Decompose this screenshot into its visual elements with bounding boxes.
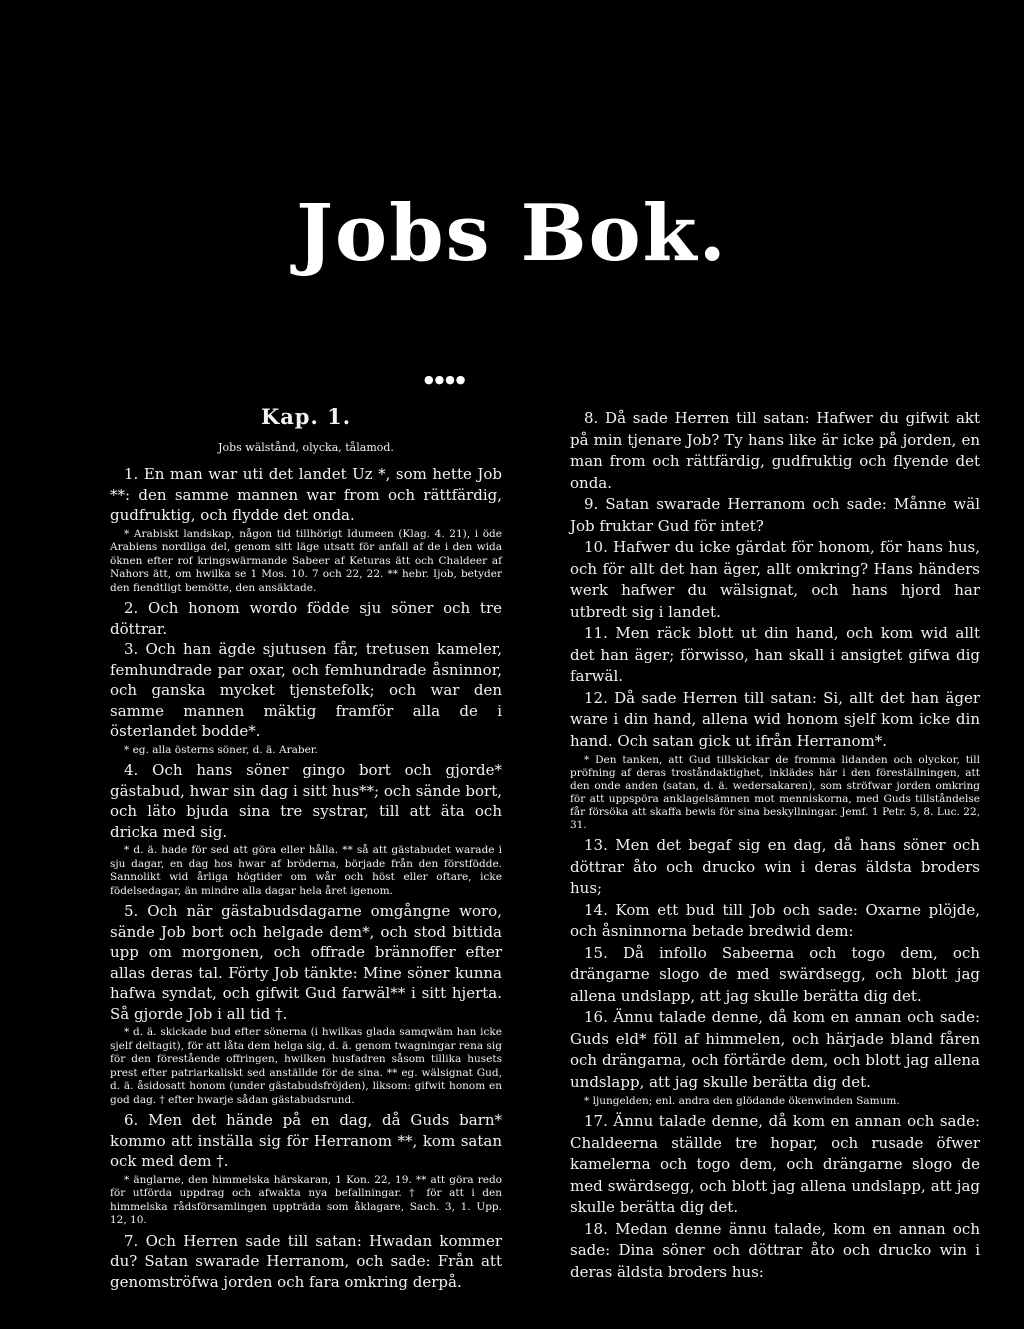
verse: 17. Ännu talade denne, då kom en annan och sade: Chaldeerna ställde tre hopar, och rusade öfwer kamelerna och togo dem, och drängarne slogo de med swärdsegg, och blott jag allena undslapp, att jag skulle berätta dig det. <box>570 1112 980 1216</box>
verse: 5. Och när gästabudsdagarne omgångne woro, sände Job bort och helgade dem*, och stod bittida upp om morgonen, och offrade brännoffer efter allas deras tal. Förty Job tänkte: Mine söner kunna hafwa syndat, och gifwit Gud farwäl** i sitt hjerta. Så gjorde Job i all tid †. <box>110 902 502 1023</box>
footnote: * d. ä. skickade bud efter sönerna (i hwilkas glada samqwäm han icke sjelf deltagit), för att låta dem helga sig, d. ä. genom twagningar rena sig för den förestående offringen, hwilken husfadren såsom tillika husets prest efter patriarkaliskt sed anställde för de sina. ** eg. wälsignat Gud, d. ä. åsidosatt honom (under gästabudsfröjden), liksom: gifwit honom en god dag. † efter hwarje sådan gästabudsrund. <box>110 1026 502 1106</box>
verse: 9. Satan swarade Herranom och sade: Månne wäl Job fruktar Gud för intet? <box>570 495 980 535</box>
footnote: * ljungelden; enl. andra den glödande ökenwinden Samum. <box>584 1095 900 1107</box>
chapter-summary: Jobs wälstånd, olycka, tålamod. <box>218 441 394 454</box>
ornament: ●●●● <box>424 373 467 386</box>
verse: 6. Men det hände på en dag, då Guds barn* kommo att inställa sig för Herranom **, kom satan ock med dem †. <box>110 1111 502 1170</box>
verse: 4. Och hans söner gingo bort och gjorde* gästabud, hwar sin dag i sitt hus**; och sände bort, och läto bjuda sina tre systrar, till att äta och dricka med sig. <box>110 761 502 841</box>
chapter-heading: Kap. 1. <box>260 404 352 429</box>
footnote: * d. ä. hade för sed att göra eller hålla. ** så att gästabudet warade i sju dagar, en dag hos hwar af bröderna, började från den förstfödde. Sannolikt wid årliga högtider om wår och höst eller oftare, icke födelsedagar, än mindre alla dagar hela året igenom. <box>110 844 502 897</box>
footnote: * Den tanken, att Gud tillskickar de fromma lidanden och olyckor, till pröfning af deras troståndaktighet, inklädes här i den föreställningen, att den onde anden (satan, d. ä. wedersakaren), som ströfwar jorden omkring för att uppspöra anklagelsämnen mot menniskorna, med Guds tillståndelse får försöka att skaffa bewis för sina beskyllningar. Jemf. 1 Petr. 5, 8. Luc. 22, 31. <box>570 754 980 831</box>
verse: 2. Och honom wordo födde sju söner och tre döttrar. <box>110 599 502 638</box>
verse: 3. Och han ägde sjutusen får, tretusen kameler, femhundrade par oxar, och femhundrade åsninnor, och ganska mycket tjenstefolk; och war den samme mannen mäktig framför alla de i österlandet bodde*. <box>110 640 502 740</box>
verse: 13. Men det begaf sig en dag, då hans söner och döttrar åto och drucko win i deras äldsta broders hus; <box>570 836 980 897</box>
verse: 7. Och Herren sade till satan: Hwadan kommer du? Satan swarade Herranom, och sade: Från att genomströfwa jorden och fara omkring derpå. <box>110 1231 502 1291</box>
left-column <box>110 404 502 1292</box>
verse: 1. En man war uti det landet Uz *, som hette Job **: den samme mannen war from och rättfärdig, gudfruktig, och flydde det onda. <box>110 465 502 524</box>
verse: 12. Då sade Herren till satan: Si, allt det han äger ware i din hand, allena wid honom sjelf kom icke din hand. Och satan gick ut ifrån Herranom*. <box>570 688 980 750</box>
footnote: * Arabiskt landskap, någon tid tillhörigt Idumeen (Klag. 4. 21), i öde Arabiens nordliga del, genom sitt läge utsatt för anfall af de i den wida öknen efter rof kringswärmande Sabeer af Keturas ätt och Chaldeer af Nahors ätt, om hwilka se 1 Mos. 10. 7 och 22, 22. ** hebr. Ijob, betyder den fiendtligt bemötte, den ansäktade. <box>110 527 502 594</box>
right-column <box>570 408 980 1283</box>
verse: 10. Hafwer du icke gärdat för honom, för hans hus, och för allt det han äger, allt omkring? Hans händers werk hafwer du wälsignat, och hans hjord har utbredt sig i landet. <box>570 538 980 621</box>
verse: 18. Medan denne ännu talade, kom en annan och sade: Dina söner och döttrar åto och drucko win i deras äldsta broders hus: <box>570 1219 980 1281</box>
footnote: * änglarne, den himmelska härskaran, 1 Kon. 22, 19. ** att göra redo för utförda uppdrag och afwakta nya befallningar. † för att i den himmelska rådsförsamlingen uppträda som åklagare, Sach. 3, 1. Upp. 12, 10. <box>110 1173 502 1226</box>
verse: 8. Då sade Herren till satan: Hafwer du gifwit akt på min tjenare Job? Ty hans like är icke på jorden, en man from och rättfärdig, gudfruktig och flyende det onda. <box>570 409 980 492</box>
verse: 16. Ännu talade denne, då kom en annan och sade: Guds eld* föll af himmelen, och härjade bland fåren och drängarna, och förtärde dem, och blott jag allena undslapp, att jag skulle berätta dig det. <box>570 1008 980 1091</box>
verse: 14. Kom ett bud till Job och sade: Oxarne plöjde, och åsninnorna betade bredwid dem: <box>570 900 980 940</box>
page-title: Jobs Bok. <box>296 188 728 279</box>
verse: 15. Då infollo Sabeerna och togo dem, och drängarne slogo de med swärdsegg, och blott jag allena undslapp, att jag skulle berätta dig det. <box>570 943 980 1005</box>
verse: 11. Men räck blott ut din hand, och kom wid allt det han äger; förwisso, han skall i ansigtet gifwa dig farwäl. <box>570 624 980 685</box>
footnote: * eg. alla österns söner, d. ä. Araber. <box>124 743 318 756</box>
